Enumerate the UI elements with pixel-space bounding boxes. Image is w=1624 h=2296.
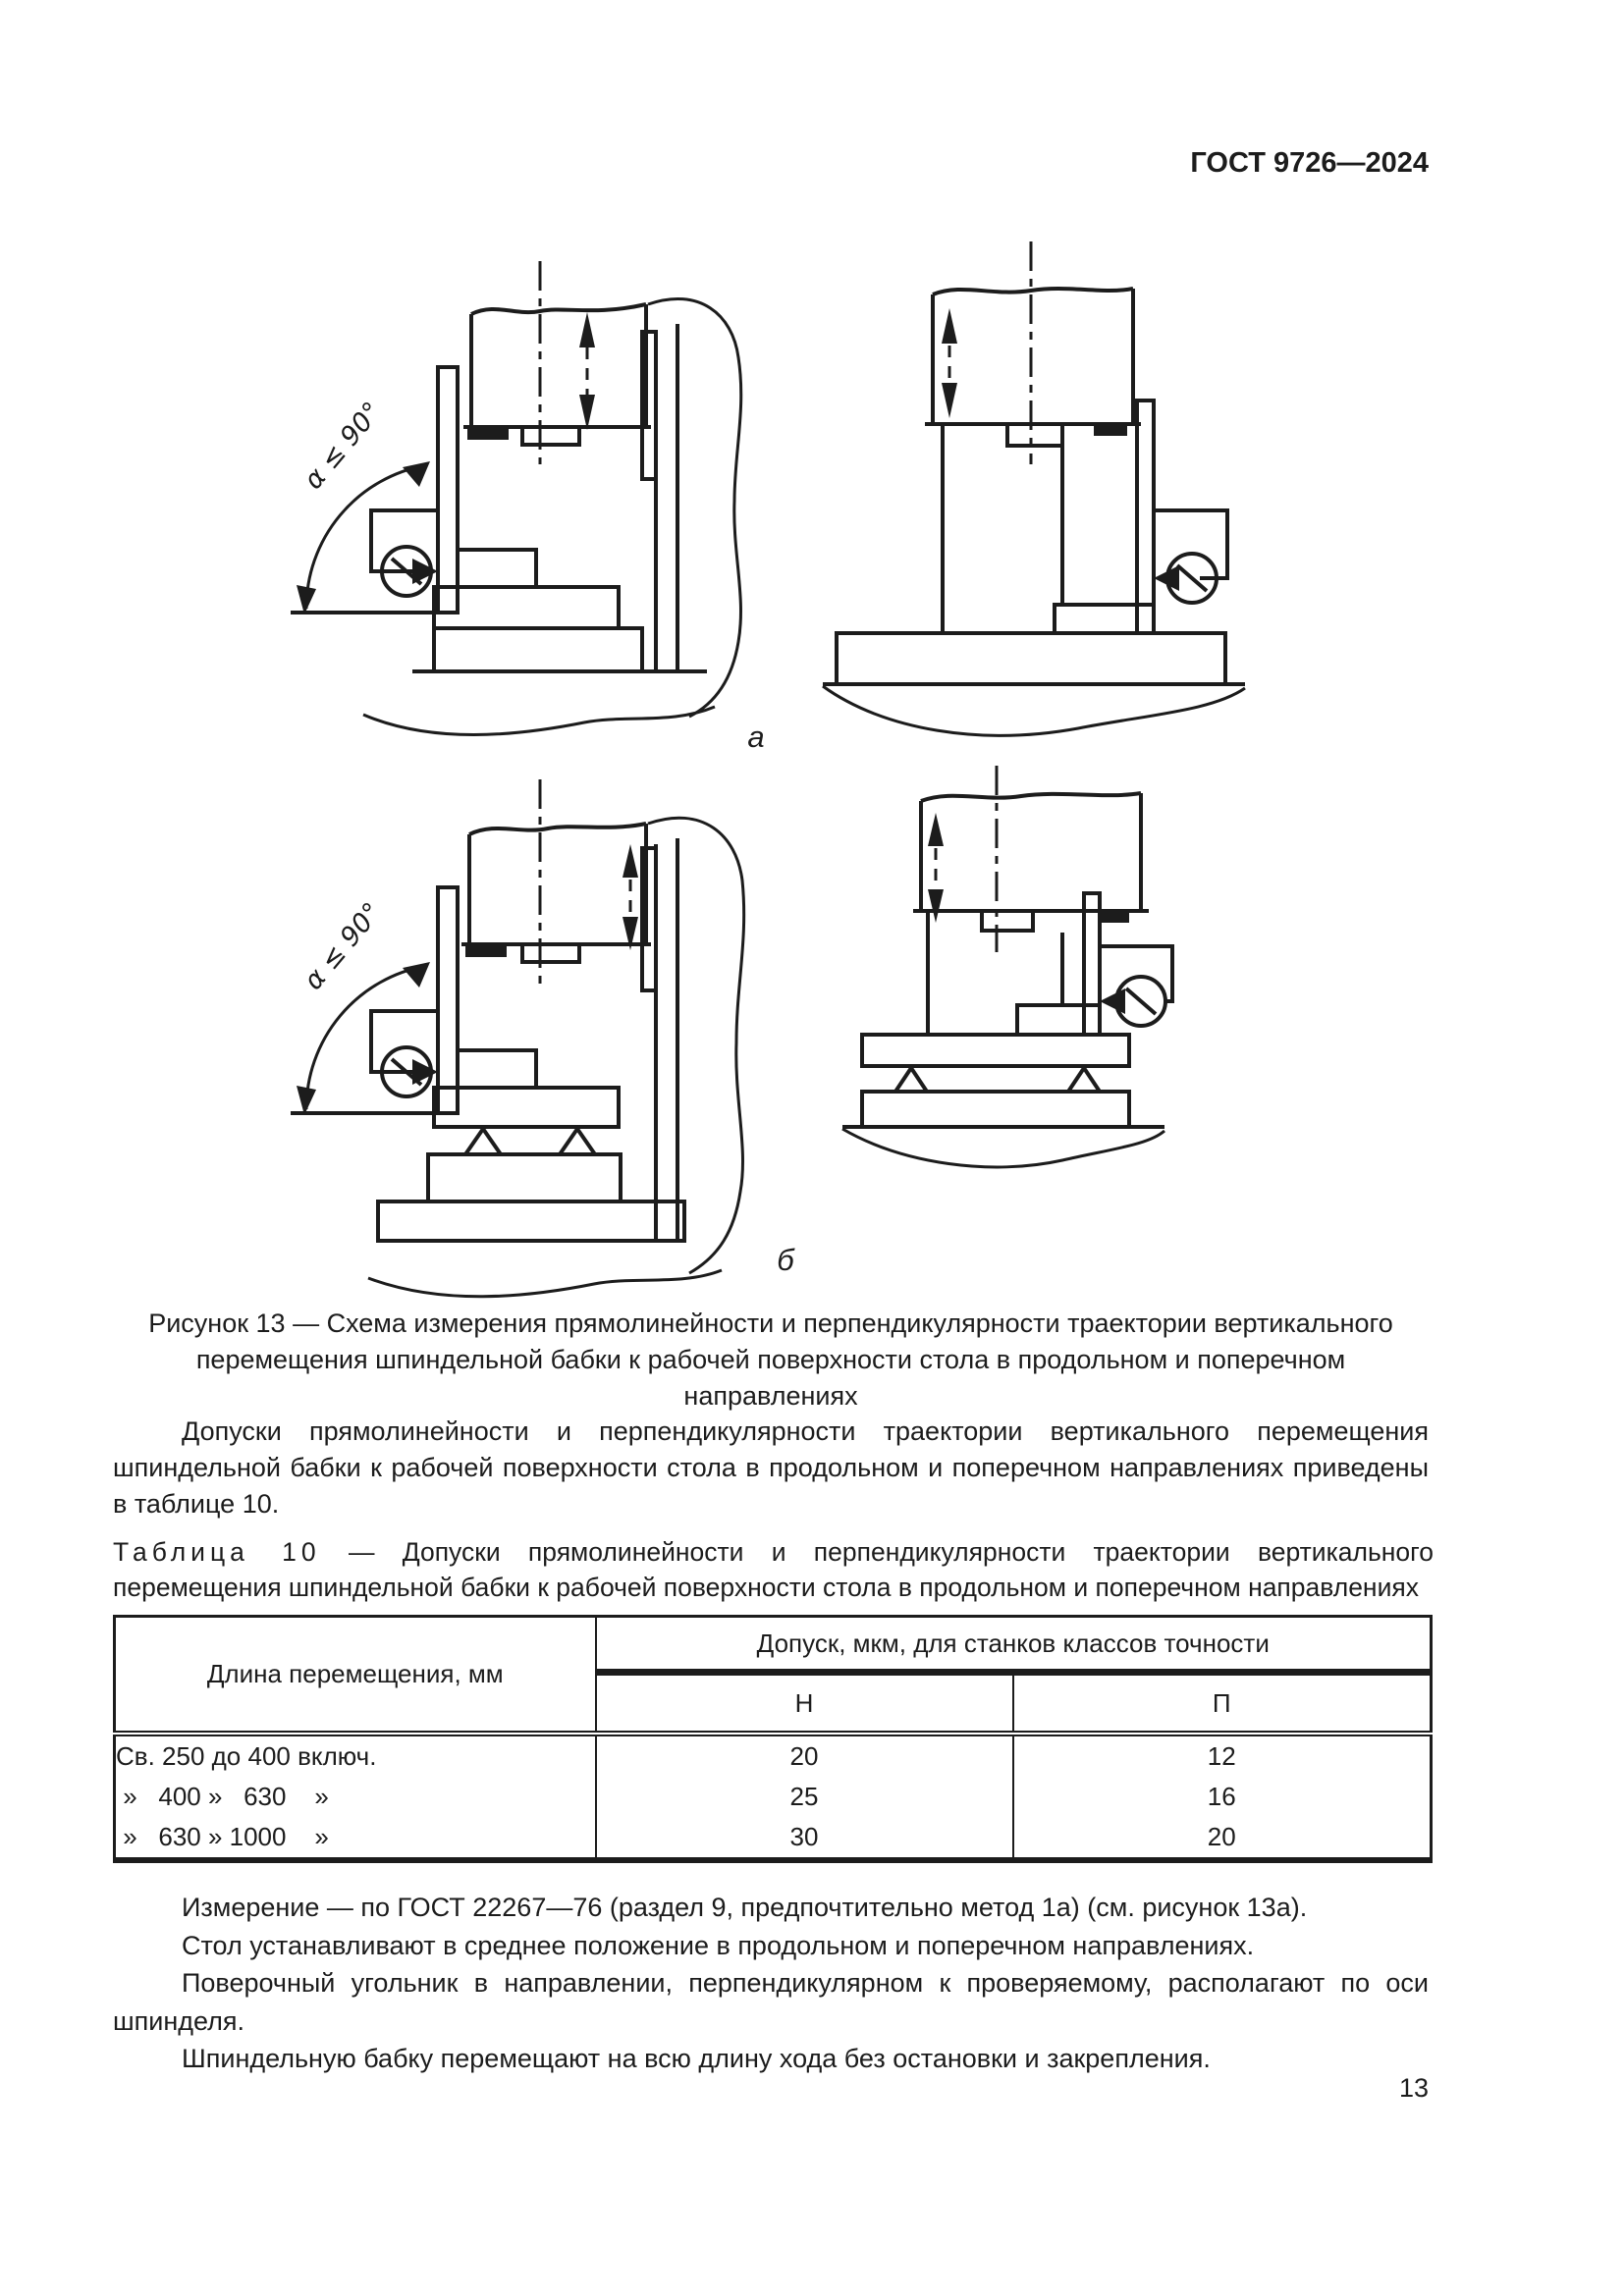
- spindle-head: [925, 289, 1141, 446]
- motion-arrow-icon: [623, 844, 638, 950]
- table-row: [115, 1817, 1432, 1860]
- machine-table: [842, 1035, 1164, 1167]
- dial-indicator-icon: [1100, 946, 1172, 1026]
- motion-arrow-icon: [942, 308, 957, 418]
- note-paragraph: Шпиндельную бабку перемещают на всю длину хода без остановки и закрепления.: [182, 2044, 1211, 2073]
- class-p-header-cell: П: [1013, 1673, 1432, 1735]
- angle-label: α ≤ 90°: [298, 396, 389, 496]
- spindle-head: [461, 824, 651, 962]
- angle-label: α ≤ 90°: [298, 896, 389, 996]
- v-support-icon: [560, 1129, 595, 1154]
- motion-arrow-icon: [579, 312, 595, 430]
- figure-sublabel-a: а: [747, 720, 765, 754]
- table-row: [115, 1777, 1432, 1817]
- length-cell: » 630 » 1000 »: [115, 1817, 596, 1860]
- figure-sublabel-b: б: [777, 1243, 794, 1277]
- try-square: [1017, 893, 1100, 1035]
- figure-caption-line1: Рисунок 13 — Схема измерения прямолинейности и перпендикулярности траектории вертикального: [148, 1308, 1393, 1338]
- tolerance-table: [113, 1615, 1433, 1863]
- dial-indicator-icon: [371, 510, 438, 596]
- machine-column: [363, 298, 741, 734]
- figure-caption-line2: перемещения шпиндельной бабки к рабочей поверхности стола в продольном и поперечном направлениях: [195, 1345, 1346, 1411]
- tolerance-p-cell: 16: [1013, 1777, 1432, 1817]
- table-title: [113, 1534, 1434, 1605]
- table-title-label: Таблица 10: [113, 1537, 321, 1567]
- spindle-head: [913, 793, 1149, 931]
- intro-paragraph: Допуски прямолинейности и перпендикулярности траектории вертикального перемещения шпиндельной бабки к рабочей поверхности стола в продольном и поперечном направлениях приведены в таблице 10.: [113, 1416, 1429, 1519]
- length-cell: Св. 250 до 400 включ.: [115, 1734, 596, 1777]
- tolerance-n-cell: 20: [789, 1741, 819, 1771]
- figure-caption: [113, 1306, 1429, 1415]
- dial-indicator-icon: [371, 1011, 438, 1096]
- motion-arrow-icon: [928, 813, 944, 923]
- dial-indicator-icon: [1154, 510, 1227, 603]
- note-paragraph: Стол устанавливают в среднее положение в продольном и поперечном направлениях.: [182, 1930, 1255, 1960]
- v-support-icon: [1068, 1068, 1100, 1092]
- tolerance-n-cell: 30: [789, 1822, 819, 1851]
- machine-column: [943, 424, 1062, 633]
- spindle-head: [463, 304, 651, 445]
- table-title-text: — Допуски прямолинейности и перпендикулярности траектории вертикального перемещения шпиндельной бабки к рабочей поверхности стола в продольном и поперечном направлениях: [113, 1537, 1434, 1602]
- diagram-a-front-view: [815, 165, 1453, 749]
- try-square: [438, 887, 458, 1113]
- tolerance-group-header-cell: Допуск, мкм, для станков классов точности: [596, 1617, 1432, 1673]
- diagram-b-side-view: [177, 748, 815, 1317]
- tolerance-p-cell: 20: [1013, 1817, 1432, 1860]
- class-n-header-cell: Н: [596, 1673, 1013, 1735]
- note-paragraph: Поверочный угольник в направлении, перпендикулярном к проверяемому, располагают по оси шпинделя.: [113, 1968, 1429, 2036]
- page-number: 13: [1398, 2073, 1429, 2103]
- gost-header: ГОСТ 9726—2024: [1190, 147, 1429, 179]
- try-square: [438, 367, 458, 613]
- length-header-cell: Длина перемещения, мм: [115, 1617, 596, 1735]
- diagram-a-side-view: [177, 165, 815, 749]
- table-row: [115, 1734, 1432, 1777]
- length-cell: » 400 » 630 »: [115, 1777, 596, 1817]
- notes: [113, 1889, 1429, 2078]
- note-paragraph: Измерение — по ГОСТ 22267—76 (раздел 9, предпочтительно метод 1а) (см. рисунок 13а).: [182, 1893, 1308, 1922]
- v-support-icon: [465, 1129, 501, 1154]
- v-support-icon: [895, 1068, 927, 1092]
- diagram-b-front-view: [815, 748, 1453, 1317]
- tolerance-n-cell: 25: [789, 1782, 819, 1811]
- tolerance-p-cell: 12: [1013, 1734, 1432, 1777]
